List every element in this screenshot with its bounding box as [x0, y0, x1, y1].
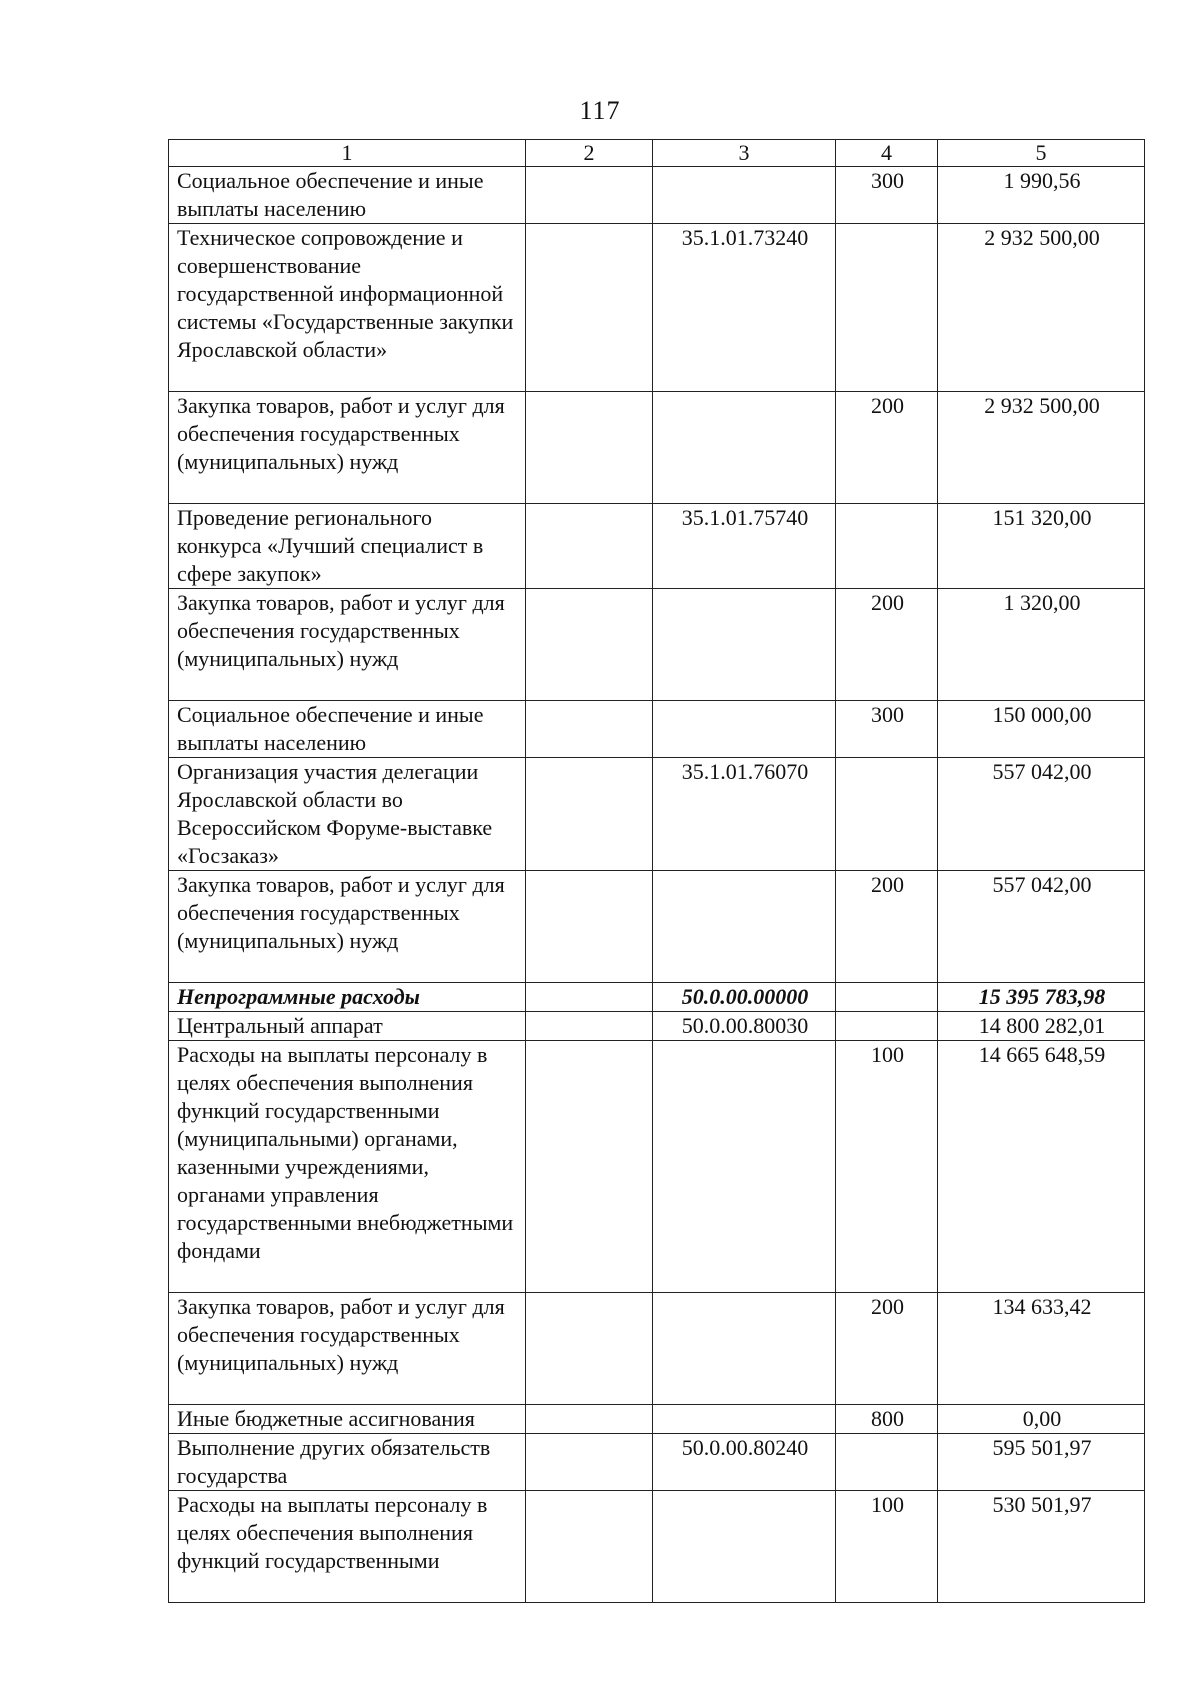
row-col2-cell — [526, 1434, 653, 1491]
row-col2-cell — [526, 758, 653, 871]
row-type-cell: 200 — [836, 871, 938, 983]
row-col2-cell — [526, 1293, 653, 1405]
row-amount-cell: 557 042,00 — [938, 758, 1145, 871]
row-type-cell: 200 — [836, 1293, 938, 1405]
column-header-2: 2 — [526, 140, 653, 167]
table-row — [169, 224, 1145, 392]
row-code-cell — [653, 701, 836, 758]
page-number: 117 — [579, 96, 621, 125]
row-code-cell: 35.1.01.73240 — [653, 224, 836, 392]
row-col2-cell — [526, 589, 653, 701]
row-type-cell — [836, 758, 938, 871]
row-name-cell: Непрограммные расходы — [169, 983, 526, 1012]
table-header-row — [169, 140, 1145, 167]
row-type-cell: 200 — [836, 589, 938, 701]
row-code-cell — [653, 1491, 836, 1603]
row-name-cell: Социальное обеспечение и иные выплаты населению — [169, 701, 526, 758]
row-type-cell: 200 — [836, 392, 938, 504]
table-row — [169, 701, 1145, 758]
row-code-cell — [653, 1405, 836, 1434]
row-type-cell — [836, 224, 938, 392]
row-type-cell: 800 — [836, 1405, 938, 1434]
row-type-cell — [836, 1012, 938, 1041]
table-row — [169, 392, 1145, 504]
row-name-cell: Организация участия делегации Ярославской области во Всероссийском Форуме-выставке «Госзаказ» — [169, 758, 526, 871]
row-type-cell — [836, 1434, 938, 1491]
row-amount-cell: 2 932 500,00 — [938, 392, 1145, 504]
row-amount-cell: 15 395 783,98 — [938, 983, 1145, 1012]
row-col2-cell — [526, 871, 653, 983]
row-type-cell: 100 — [836, 1491, 938, 1603]
column-header-3: 3 — [653, 140, 836, 167]
row-code-cell — [653, 589, 836, 701]
row-amount-cell: 557 042,00 — [938, 871, 1145, 983]
row-name-cell: Расходы на выплаты персоналу в целях обеспечения выполнения функций государственными (муниципальными) органами, казенными учреждениями, органами управления государственными внебюджетными фондами — [169, 1041, 526, 1293]
row-name-cell: Закупка товаров, работ и услуг для обеспечения государственных (муниципальных) нужд — [169, 589, 526, 701]
row-col2-cell — [526, 1012, 653, 1041]
row-name-cell: Техническое сопровождение и совершенствование государственной информационной системы «Государственные закупки Ярославской области» — [169, 224, 526, 392]
table-row — [169, 983, 1145, 1012]
table-row — [169, 1293, 1145, 1405]
row-code-cell: 35.1.01.75740 — [653, 504, 836, 589]
row-name-cell: Иные бюджетные ассигнования — [169, 1405, 526, 1434]
row-code-cell — [653, 1293, 836, 1405]
table-row — [169, 1405, 1145, 1434]
row-col2-cell — [526, 224, 653, 392]
row-type-cell: 300 — [836, 167, 938, 224]
row-amount-cell: 14 800 282,01 — [938, 1012, 1145, 1041]
row-type-cell — [836, 983, 938, 1012]
row-amount-cell: 530 501,97 — [938, 1491, 1145, 1603]
table-row — [169, 1491, 1145, 1603]
table-row — [169, 1434, 1145, 1491]
row-code-cell: 50.0.00.80240 — [653, 1434, 836, 1491]
row-type-cell: 300 — [836, 701, 938, 758]
row-col2-cell — [526, 701, 653, 758]
row-col2-cell — [526, 1491, 653, 1603]
row-code-cell — [653, 1041, 836, 1293]
table-row — [169, 589, 1145, 701]
row-amount-cell: 134 633,42 — [938, 1293, 1145, 1405]
table-row — [169, 1041, 1145, 1293]
row-name-cell: Социальное обеспечение и иные выплаты населению — [169, 167, 526, 224]
row-col2-cell — [526, 1041, 653, 1293]
row-amount-cell: 14 665 648,59 — [938, 1041, 1145, 1293]
table-row — [169, 167, 1145, 224]
row-code-cell — [653, 167, 836, 224]
row-col2-cell — [526, 1405, 653, 1434]
row-col2-cell — [526, 983, 653, 1012]
row-code-cell — [653, 871, 836, 983]
row-type-cell: 100 — [836, 1041, 938, 1293]
row-amount-cell: 1 990,56 — [938, 167, 1145, 224]
row-amount-cell: 150 000,00 — [938, 701, 1145, 758]
table-row — [169, 1012, 1145, 1041]
row-name-cell: Закупка товаров, работ и услуг для обеспечения государственных (муниципальных) нужд — [169, 1293, 526, 1405]
budget-table — [168, 139, 1145, 1603]
row-col2-cell — [526, 167, 653, 224]
row-amount-cell: 595 501,97 — [938, 1434, 1145, 1491]
table-body — [169, 167, 1145, 1603]
column-header-4: 4 — [836, 140, 938, 167]
row-col2-cell — [526, 504, 653, 589]
row-col2-cell — [526, 392, 653, 504]
row-type-cell — [836, 504, 938, 589]
row-code-cell — [653, 392, 836, 504]
row-amount-cell: 151 320,00 — [938, 504, 1145, 589]
row-amount-cell: 2 932 500,00 — [938, 224, 1145, 392]
row-name-cell: Выполнение других обязательств государства — [169, 1434, 526, 1491]
row-amount-cell: 0,00 — [938, 1405, 1145, 1434]
row-name-cell: Центральный аппарат — [169, 1012, 526, 1041]
table-row — [169, 871, 1145, 983]
row-name-cell: Проведение регионального конкурса «Лучший специалист в сфере закупок» — [169, 504, 526, 589]
row-amount-cell: 1 320,00 — [938, 589, 1145, 701]
row-code-cell: 50.0.00.00000 — [653, 983, 836, 1012]
table-row — [169, 504, 1145, 589]
column-header-1: 1 — [169, 140, 526, 167]
column-header-5: 5 — [938, 140, 1145, 167]
row-name-cell: Закупка товаров, работ и услуг для обеспечения государственных (муниципальных) нужд — [169, 871, 526, 983]
row-code-cell: 50.0.00.80030 — [653, 1012, 836, 1041]
table-row — [169, 758, 1145, 871]
row-name-cell: Расходы на выплаты персоналу в целях обеспечения выполнения функций государственными — [169, 1491, 526, 1603]
row-name-cell: Закупка товаров, работ и услуг для обеспечения государственных (муниципальных) нужд — [169, 392, 526, 504]
row-code-cell: 35.1.01.76070 — [653, 758, 836, 871]
